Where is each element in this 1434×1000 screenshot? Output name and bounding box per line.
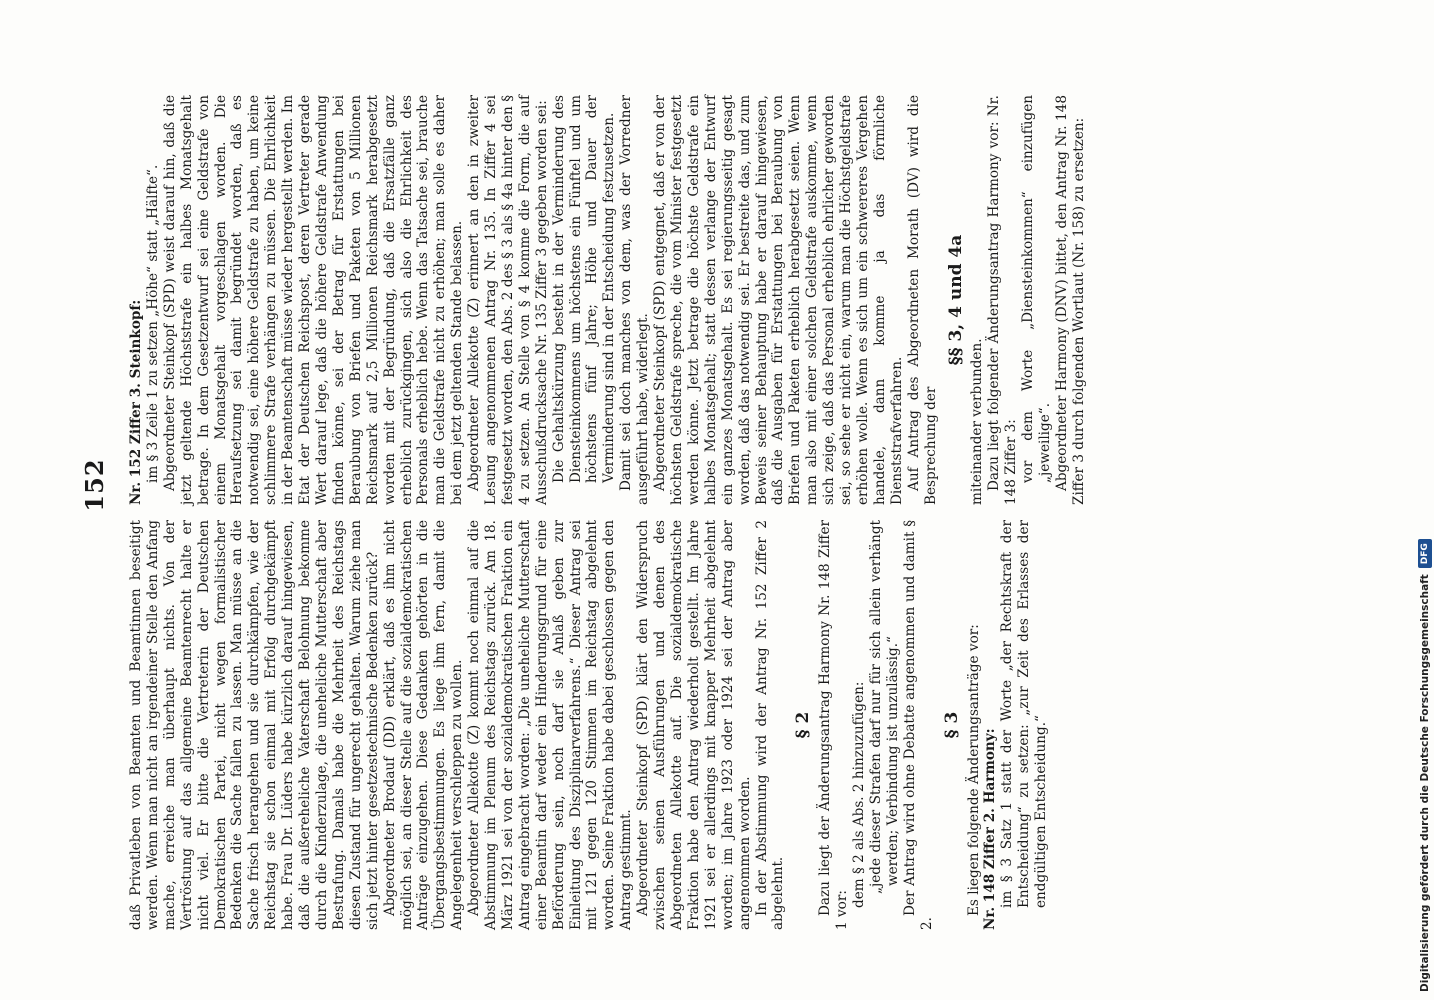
paragraph: Der Antrag wird ohne Debatte angenommen und damit § 2.: [901, 520, 935, 930]
paragraph: Abgeordneter Allekotte (Z) erinnert an den in zweiter Lesung angenommenen Antrag Nr. 135. In Ziffer 4 sei festgesetzt worden, den Abs. 2 des § 3 als § 4a hinter den § 4 zu setzen. An Stelle von § 4 komme die Form, die auf Ausschußdrucksache Nr. 135 Ziffer 3 gegeben worden sei:: [466, 95, 550, 505]
left-column: [128, 520, 1050, 930]
amendment-label: Nr. 148 Ziffer 2. Harmony:: [982, 728, 999, 930]
page-number: 152: [80, 458, 109, 512]
paragraph: Damit sei doch manches von dem, was der Vorredner ausgeführt habe, widerlegt.: [618, 95, 652, 505]
right-column: [128, 95, 1088, 505]
quoted-text: Die Gehaltskürzung besteht in der Verminderung des Diensteinkommens um höchstens ein Fünftel und um höchstens fünf Jahre; Höhe und Dauer der Verminderung sind in der Entscheidung festzusetzen.: [550, 95, 618, 483]
paragraph: Abgeordneter Harmony (DNV) bittet, den Antrag Nr. 148 Ziffer 3 durch folgenden Wortlaut (Nr. 158) zu ersetzen:: [1053, 95, 1087, 505]
quoted-instruction: dem § 2 als Abs. 2 hinzuzufügen:: [851, 681, 868, 908]
paragraph: Abgeordneter Steinkopf (SPD) entgegnet, daß er von der höchsten Geldstrafe spreche, die vom Minister festgesetzt werden könne. Jetzt betrage die höchste Geldstrafe ein halbes Monatsgehalt; statt dessen verlange der Entwurf ein ganzes Monatsgehalt. Es sei regierungsseitig gesagt worden, daß das notwendig sei. Er bestreite das, und zum Beweis seiner Behauptung habe er darauf hingewiesen, daß die Ausgaben für Erstattungen bei Beraubung von Briefen und Paketen erheblich herabgesetzt seien. Wenn man also mit einer solchen Geldstrafe auskomme, wenn sich zeige, daß das Personal erheblich ehrlicher geworden sei, so sehe er nicht ein, warum man die Höchstgeldstrafe erhöhen wolle. Wenn es sich um ein schwereres Vergehen handele, dann komme ja das förmliche Dienststrafverfahren.: [652, 95, 905, 505]
paragraph: Es liegen folgende Änderungsanträge vor:: [965, 624, 982, 916]
paragraph: Dazu liegt der Änderungsantrag Harmony Nr. 148 Ziffer 1 vor:: [817, 520, 851, 930]
section-heading: § 2: [793, 711, 814, 739]
paragraph: In der Abstimmung wird der Antrag Nr. 152 Ziffer 2 abgelehnt.: [753, 520, 787, 930]
paragraph: daß Privatleben von Beamten und Beamtinnen beseitigt werden. Wenn man nicht an irgendeiner Stelle den Anfang mache, erreiche man überhaupt nichts. Von der Vertröstung auf das allgemeine Beamtenrecht halte er nicht viel. Er bitte die Vertreterin der Deutschen Demokratischen Partei, nicht wegen formalistischer Bedenken die Sache fallen zu lassen. Man müsse an die Sache frisch herangehen und sie durchkämpfen, wie der Reichstag sie schon einmal mit Erfolg durchgekämpft habe. Frau Dr. Lüders habe kürzlich darauf hingewiesen, daß die außereheliche Vaterschaft Belohnung bekomme durch die Kinderzulage, die uneheliche Mutterschaft aber Bestrafung. Damals habe die Mehrheit des Reichstags diesen Zustand für ungerecht gehalten. Warum ziehe man sich jetzt hinter gesetzestechnische Bedenken zurück?: [128, 520, 381, 930]
paragraph: Dazu liegt folgender Änderungsantrag Harmony vor: Nr. 148 Ziffer 3:: [986, 95, 1020, 505]
quoted-text: im § 3 Satz 1 statt der Worte „der Rechtskraft der Entscheidung“ zu setzen: „zur Zeit des Erlasses der endgültigen Entscheidung.“: [999, 520, 1050, 908]
section-heading: §§ 3, 4 und 4a: [945, 234, 966, 366]
dfg-logo: DFG: [1418, 539, 1432, 568]
credit-text: Digitalisierung gefördert durch die Deutsche Forschungsgemeinschaft: [1419, 574, 1431, 992]
paragraph: Abgeordneter Brodauf (DD) erklärt, daß es ihm nicht möglich sei, an dieser Stelle auf die sozialdemokratischen Anträge einzugehen. Diese Gedanken gehörten in die Übergangsbestimmungen. Es liege ihm fern, damit die Angelegenheit verschleppen zu wollen.: [381, 520, 466, 930]
quoted-text: „jede dieser Strafen darf nur für sich allein verhängt werden; Verbindung ist unzulässig.“: [867, 520, 901, 894]
paragraph: miteinander verbunden.: [969, 338, 986, 505]
paragraph: Abgeordneter Allekotte (Z) kommt noch einmal auf die Abstimmung im Plenum des Reichstags zurück. Am 18. März 1921 sei von der sozialdemokratischen Fraktion ein Antrag eingebracht worden: „Die uneheliche Mutterschaft einer Beamtin darf weder ein Hinderungsgrund für eine Beförderung sein, noch darf sie Anlaß geben zur Einleitung des Disziplinarverfahrens.“ Dieser Antrag sei mit 121 gegen 120 Stimmen im Reichstag abgelehnt worden. Seine Fraktion habe dabei geschlossen gegen den Antrag gestimmt.: [466, 520, 635, 930]
paragraph: Auf Antrag des Abgeordneten Morath (DV) wird die Besprechung der: [905, 95, 939, 505]
digitization-credit: [1416, 12, 1434, 992]
amendment-label: Nr. 152 Ziffer 3. Steinkopf:: [128, 299, 144, 505]
paragraph: Abgeordneter Steinkopf (SPD) weist darauf hin, daß die jetzt geltende Höchststrafe ein halbes Monatsgehalt betrage. In dem Gesetzentwurf sei eine Geldstrafe von einem Monatsgehalt vorgeschlagen worden. Die Heraufsetzung sei damit begründet worden, daß es notwendig sei, eine höhere Geldstrafe zu haben, um keine schlimmere Strafe verhängen zu müssen. Die Ehrlichkeit in der Beamtenschaft müsse wieder hergestellt werden. Im Etat der Deutschen Reichspost, deren Vertreter gerade Wert darauf lege, daß die höhere Geldstrafe Anwendung finden könne, sei der Betrag für Erstattungen bei Beraubung von Briefen und Paketen von 5 Millionen Reichsmark auf 2,5 Millionen Reichsmark herabgesetzt worden mit der Begründung, daß die Ersatzfälle ganz erheblich zurückgingen, sich also die Ehrlichkeit des Personals erheblich hebe. Wenn das Tatsache sei, brauche man die Geldstrafe nicht zu erhöhen; man solle es daher bei dem jetzt geltenden Stande belassen.: [161, 95, 466, 505]
quoted-text: vor dem Worte „Diensteinkommen“ einzufügen „jeweilige“.: [1020, 95, 1054, 483]
rotated-document-page: [70, 40, 1270, 960]
section-heading: § 3: [941, 711, 962, 739]
paragraph: Abgeordneter Steinkopf (SPD) klärt den Widerspruch zwischen seinen Ausführungen und denen des Abgeordneten Allekotte auf. Die sozialdemokratische Fraktion habe den Antrag wiederholt gestellt. Im Jahre 1921 sei er allerdings mit knapper Mehrheit abgelehnt worden; im Jahre 1923 oder 1924 sei der Antrag aber angenommen worden.: [635, 520, 753, 930]
quoted-text: im § 3 Zeile 1 zu setzen „Höhe“ statt „Hälfte“.: [144, 164, 161, 483]
